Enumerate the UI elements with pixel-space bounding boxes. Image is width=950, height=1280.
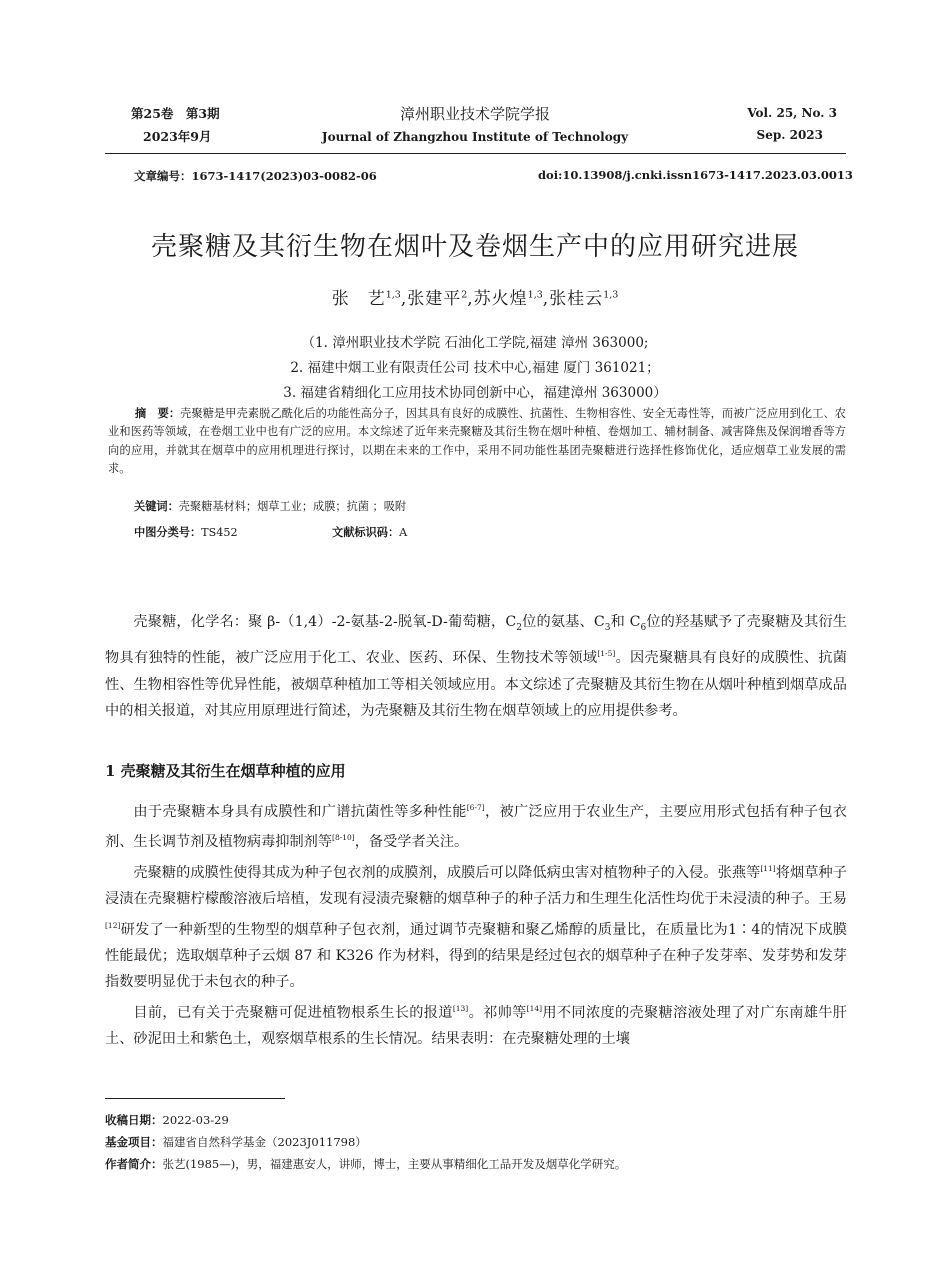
- author-affiliation-marker: 1,3: [527, 289, 543, 301]
- citation: [11]: [760, 863, 776, 873]
- author-affiliation-marker: 1,3: [385, 289, 401, 301]
- author-name: 苏火煌: [473, 289, 528, 309]
- journal-name-cn: 漳州职业技术学院学报: [399, 105, 550, 123]
- text-run: 由于壳聚糖本身具有成膜性和广谱抗菌性等多种性能: [133, 804, 467, 820]
- subscript: 6: [640, 622, 647, 633]
- intro-section: [105, 609, 847, 724]
- author-separator: ,: [542, 289, 550, 309]
- author-bio-label: 作者简介：: [105, 1157, 163, 1171]
- issue-date-en: Sep. 2023: [756, 128, 823, 142]
- body-paragraph: [105, 996, 847, 1053]
- subscript: 3: [604, 622, 611, 633]
- intro-paragraph: [105, 609, 847, 724]
- affiliation: （1. 漳州职业技术学院 石油化工学院,福建 漳州 363000;: [301, 335, 649, 351]
- section-heading: 1 壳聚糖及其衍生在烟草种植的应用: [105, 762, 346, 780]
- keywords-text: 壳聚糖基材料；烟草工业；成膜；抗菌 ；吸附: [178, 500, 407, 513]
- subscript: 2: [516, 622, 522, 633]
- author-separator: ,: [467, 289, 474, 309]
- received-date: [105, 1112, 229, 1128]
- document-code-value: A: [399, 526, 408, 539]
- clc-number: [134, 524, 238, 540]
- citation: [14]: [526, 1003, 543, 1013]
- volume-issue: 第25卷 第3期: [131, 106, 220, 121]
- text-run: 。因壳聚糖具有良好的成膜性、抗菌性、生物相容性等优异性能，被烟草种植加工等相关领域应用。本文综述了壳聚糖及其衍生物在从烟叶种植到烟草成品中的相关报道，对其应用原理进行简述，为壳聚糖及其衍生物在烟草领域上的应用提供参考。: [105, 650, 847, 720]
- keywords: [134, 498, 406, 514]
- abstract: [108, 404, 846, 479]
- text-run: 位的氨基、C: [521, 614, 605, 630]
- received-value: 2022-03-29: [162, 1113, 229, 1127]
- journal-name-en: Journal of Zhangzhou Institute of Technology: [321, 130, 629, 144]
- citation: [1-5]: [597, 649, 616, 659]
- text-run: 和 C: [610, 614, 641, 630]
- author-name: 张桂云: [549, 289, 604, 309]
- body-paragraph: [105, 856, 847, 996]
- citation: [8-10]: [332, 833, 355, 843]
- fund-label: 基金项目：: [105, 1135, 163, 1149]
- footnote-divider: [105, 1098, 285, 1099]
- header-divider: [105, 153, 846, 154]
- author-name: 张 艺: [331, 289, 386, 309]
- text-run: 目前，已有关于壳聚糖可促进植物根系生长的报道: [133, 1004, 453, 1021]
- abstract-label: 摘 要：: [135, 406, 181, 420]
- text-run: 将烟草种子浸渍在壳聚糖柠檬酸溶液后培植，发现有浸渍壳聚糖的烟草种子的种子活力和生理生化活性均优于未浸渍的种子。王易: [105, 864, 847, 908]
- issue-date-cn: 2023年9月: [143, 129, 212, 144]
- fund-info: [105, 1134, 367, 1150]
- text-run: ，被广泛应用于农业生产，主要应用形式包括有种子包衣剂、生长调节剂及植物病毒抑制剂等: [105, 804, 847, 851]
- author-bio: [105, 1156, 626, 1172]
- section-1-body: [105, 795, 847, 1053]
- citation: [6-7]: [466, 803, 485, 812]
- author-affiliation-marker: 1,3: [603, 289, 619, 301]
- clc-label: 中图分类号：: [134, 525, 202, 539]
- doi: doi:10.13908/j.cnki.issn1673-1417.2023.03.0013: [538, 168, 853, 182]
- volume-en: Vol. 25, No. 3: [747, 106, 837, 120]
- author-name: 张建平: [407, 289, 462, 309]
- text-run: 。祁帅等: [468, 1004, 527, 1021]
- article-title: 壳聚糖及其衍生物在烟叶及卷烟生产中的应用研究进展: [150, 232, 799, 262]
- affiliation: 3. 福建省精细化工应用技术协同创新中心，福建漳州 363000）: [283, 385, 667, 401]
- author-affiliation-marker: 2: [461, 289, 468, 301]
- affiliation: 2. 福建中烟工业有限责任公司 技术中心,福建 厦门 361021；: [290, 360, 660, 376]
- text-run: 壳聚糖的成膜性使得其成为种子包衣剂的成膜剂，成膜后可以降低病虫害对植物种子的入侵。张燕等: [133, 864, 761, 881]
- text-run: ，备受学者关注。: [354, 834, 469, 851]
- text-run: 位的羟基赋予了壳聚糖及其衍生物具有独特的性能，被广泛应用于化工、农业、医药、环保、生物技术等领域: [105, 614, 847, 667]
- author-separator: ,: [400, 289, 408, 309]
- text-run: 研发了一种新型的生物型的烟草种子包衣剂，通过调节壳聚糖和聚乙烯醇的质量比，在质量比为1∶4的情况下成膜性能最优；选取烟草种子云烟 87 和 K326 作为材料，得到的结果是经过包衣的烟草种子在种子发芽率、发芽势和发芽指数要明显优于未包衣的种子。: [105, 921, 847, 991]
- article-number: 文章编号：1673-1417(2023)03-0082-06: [134, 169, 377, 183]
- author-bio-value: 张艺(1985—)，男，福建惠安人，讲师，博士，主要从事精细化工品开发及烟草化学研究。: [162, 1157, 627, 1171]
- fund-value: 福建省自然科学基金（2023J011798）: [162, 1135, 367, 1149]
- clc-value: TS452: [201, 526, 238, 539]
- document-code-label: 文献标识码：: [332, 525, 400, 539]
- author-list: [0, 284, 950, 309]
- body-paragraph: [105, 795, 847, 856]
- received-label: 收稿日期：: [105, 1113, 163, 1127]
- abstract-text: 壳聚糖是甲壳素脱乙酰化后的功能性高分子，因其具有良好的成膜性、抗菌性、生物相容性、安全无毒性等，而被广泛应用到化工、农业和医药等领域，在卷烟工业中也有广泛的应用。本文综述了近年来壳聚糖及其衍生物在烟叶种植、卷烟加工、辅材制备、减害降焦及保润增香等方向的应用，并就其在烟草中的应用机理进行探讨，以期在未来的工作中，采用不同功能性基团壳聚糖进行选择性修饰优化，适应烟草工业发展的需求。: [108, 407, 846, 476]
- keywords-label: 关键词：: [134, 499, 179, 513]
- citation: [13]: [452, 1003, 469, 1013]
- text-run: 壳聚糖，化学名：聚 β-（1,4）-2-氨基-2-脱氧-D-葡萄糖，C: [133, 614, 517, 630]
- text-run: 用不同浓度的壳聚糖溶液处理了对广东南雄牛肝土、砂泥田土和紫色土，观察烟草根系的生长情况。结果表明：在壳聚糖处理的土壤: [105, 1004, 847, 1048]
- document-code: [332, 524, 407, 540]
- citation: [12]: [105, 920, 121, 930]
